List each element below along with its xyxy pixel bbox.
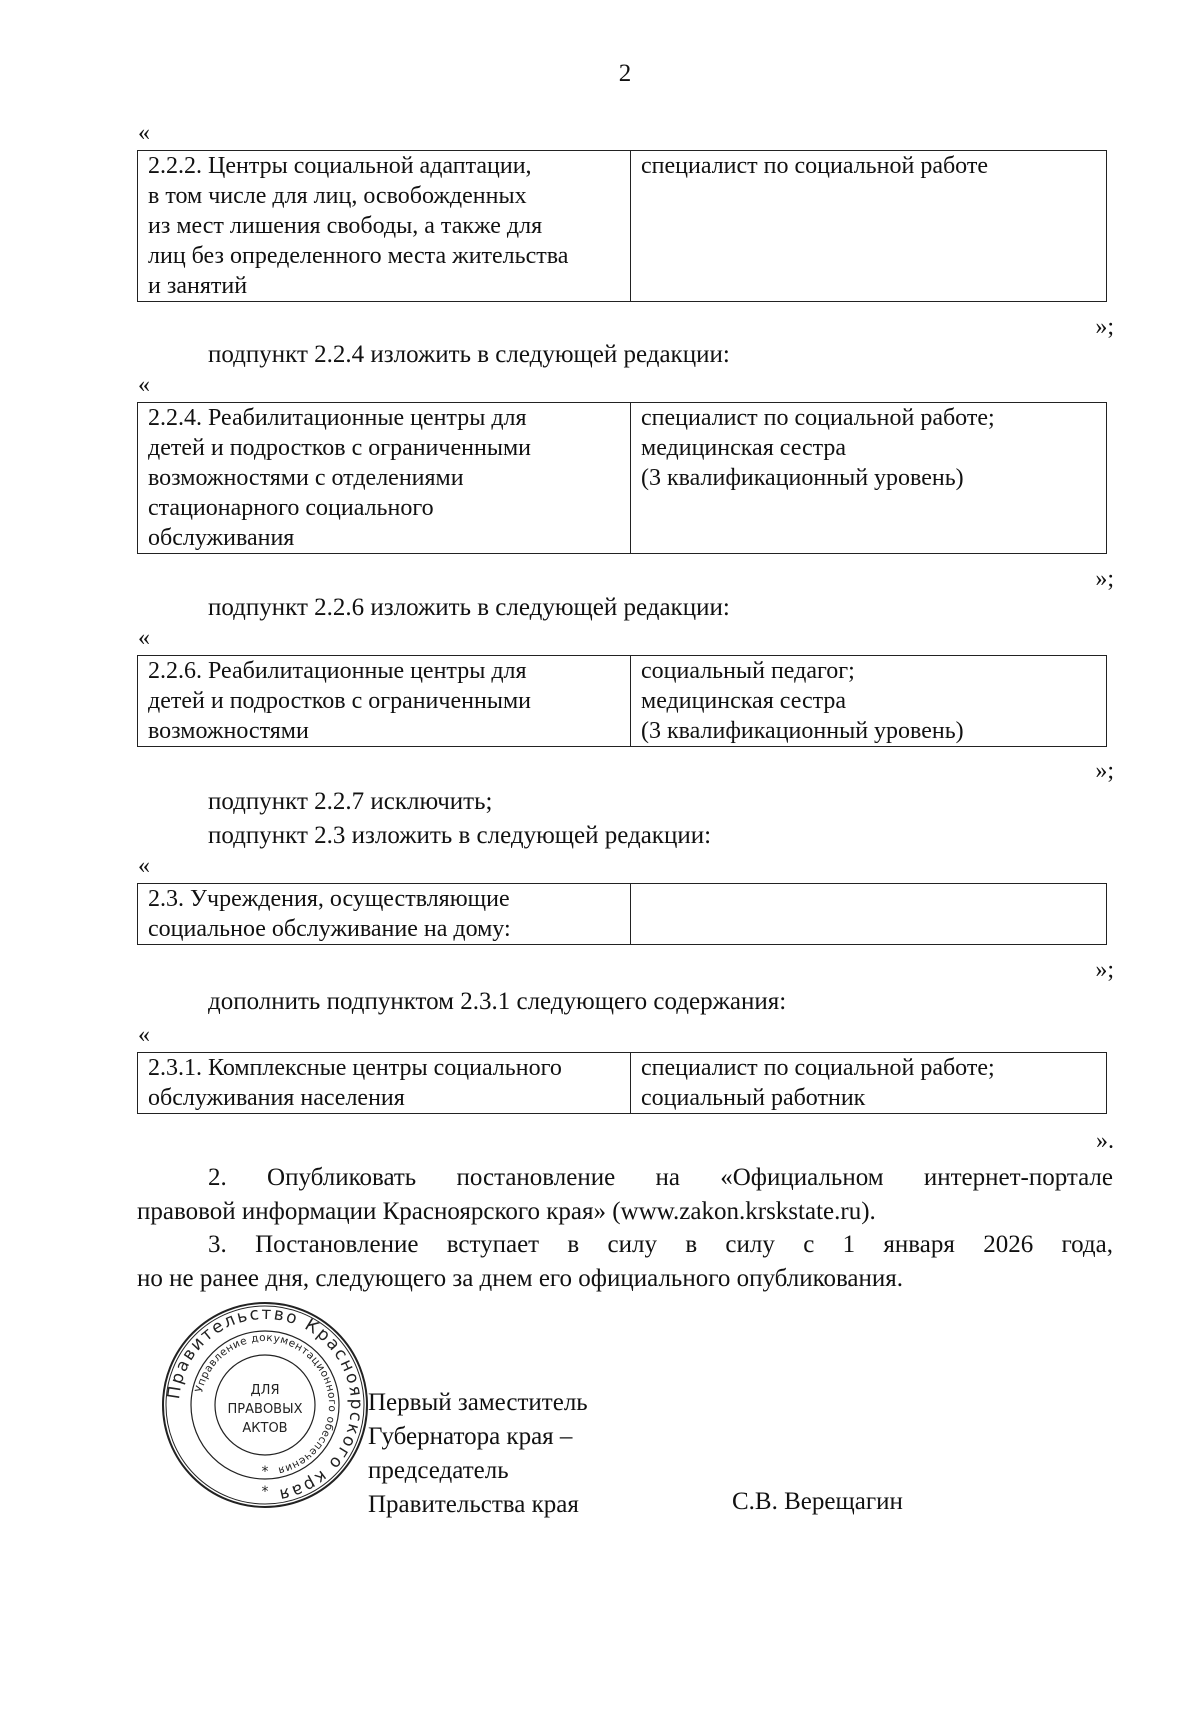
cell-line: детей и подростков с ограниченными [148, 435, 531, 461]
paragraph-2-line-2: правовой информации Красноярского края» (www.zakon.krskstate.ru). [137, 1198, 876, 1225]
official-seal [160, 1300, 370, 1510]
table-cell-left [138, 403, 631, 554]
table-2-2-4 [137, 402, 1107, 554]
cell-line: в том числе для лиц, освобожденных [148, 183, 527, 209]
signer-position [368, 1386, 588, 1522]
cell-line: 2.2.4. Реабилитационные центры для [148, 405, 527, 431]
close-quote: »; [1095, 566, 1114, 592]
cell-line: (3 квалификационный уровень) [641, 465, 964, 491]
open-quote: « [138, 625, 150, 651]
cell-line: и занятий [148, 273, 248, 299]
table-cell-right [631, 403, 1107, 554]
cell-line: специалист по социальной работе; [641, 1055, 995, 1081]
cell-line: 2.2.6. Реабилитационные центры для [148, 658, 527, 684]
cell-line: медицинская сестра [641, 688, 847, 714]
table-cell-left [138, 884, 631, 945]
cell-line: специалист по социальной работе [641, 153, 989, 179]
seal-star-icon: * [261, 1484, 269, 1500]
paragraph-3-line-1: 3. Постановление вступает в силу в силу с 1 января 2026 года, [208, 1231, 1113, 1258]
cell-line: возможностями с отделениями [148, 465, 464, 491]
signer-line: председатель [368, 1457, 509, 1484]
table-cell-left [138, 151, 631, 302]
table-2-2-6 [137, 655, 1107, 747]
instruction-2-3-1: дополнить подпунктом 2.3.1 следующего содержания: [208, 988, 787, 1015]
cell-line: стационарного социального [148, 495, 434, 521]
cell-line: обслуживания населения [148, 1085, 405, 1111]
cell-line: возможностями [148, 718, 309, 744]
table-2-3 [137, 883, 1107, 945]
paragraph-2-line-1: 2. Опубликовать постановление на «Официальном интернет-портале [208, 1164, 1113, 1191]
seal-outer-text: Правительство Красноярского края [164, 1303, 367, 1506]
table-2-3-1 [137, 1052, 1107, 1114]
seal-star-icon: * [261, 1464, 269, 1480]
cell-line: лиц без определенного места жительства [148, 243, 569, 269]
table-cell-left [138, 1053, 631, 1114]
cell-line: социальный работник [641, 1085, 866, 1111]
cell-line: обслуживания [148, 525, 295, 551]
close-quote: »; [1095, 314, 1114, 340]
open-quote: « [138, 372, 150, 398]
table-cell-right [631, 884, 1107, 945]
open-quote: « [138, 853, 150, 879]
signer-line: Губернатора края – [368, 1423, 573, 1450]
table-row [138, 884, 1107, 945]
open-quote: « [138, 120, 150, 146]
cell-line: 2.2.2. Центры социальной адаптации, [148, 153, 532, 179]
table-2-2-2 [137, 150, 1107, 302]
cell-line: социальный педагог; [641, 658, 855, 684]
instruction-2-2-6: подпункт 2.2.6 изложить в следующей редакции: [208, 594, 730, 621]
cell-line: медицинская сестра [641, 435, 847, 461]
instruction-2-3: подпункт 2.3 изложить в следующей редакции: [208, 822, 712, 849]
cell-line: детей и подростков с ограниченными [148, 688, 531, 714]
signer-line: Первый заместитель [368, 1389, 588, 1416]
close-quote: »; [1095, 758, 1114, 784]
close-quote-final: ». [1096, 1128, 1114, 1154]
table-row [138, 656, 1107, 747]
table-cell-right [631, 656, 1107, 747]
cell-line: (3 квалификационный уровень) [641, 718, 964, 744]
instruction-2-2-7: подпункт 2.2.7 исключить; [208, 788, 493, 815]
cell-line: социальное обслуживание на дому: [148, 916, 511, 942]
instruction-2-2-4: подпункт 2.2.4 изложить в следующей редакции: [208, 341, 730, 368]
cell-line: специалист по социальной работе; [641, 405, 995, 431]
cell-line: 2.3.1. Комплексные центры социального [148, 1055, 562, 1081]
table-cell-left [138, 656, 631, 747]
seal-center-line: АКТОВ [242, 1421, 288, 1436]
seal-inner-text: Управление документационного обеспечения [193, 1331, 339, 1477]
table-cell-right [631, 1053, 1107, 1114]
table-row [138, 1053, 1107, 1114]
cell-line: 2.3. Учреждения, осуществляющие [148, 886, 510, 912]
open-quote: « [138, 1022, 150, 1048]
seal-center-line: ПРАВОВЫХ [227, 1402, 303, 1417]
table-row [138, 151, 1107, 302]
signer-name: С.В. Верещагин [732, 1488, 903, 1515]
table-cell-right [631, 151, 1107, 302]
close-quote: »; [1095, 957, 1114, 983]
cell-line: из мест лишения свободы, а также для [148, 213, 543, 239]
signer-line: Правительства края [368, 1491, 579, 1518]
page-number: 2 [618, 60, 632, 87]
seal-center-line: ДЛЯ [250, 1383, 280, 1398]
table-row [138, 403, 1107, 554]
paragraph-3-line-2: но не ранее дня, следующего за днем его официального опубликования. [137, 1265, 904, 1292]
